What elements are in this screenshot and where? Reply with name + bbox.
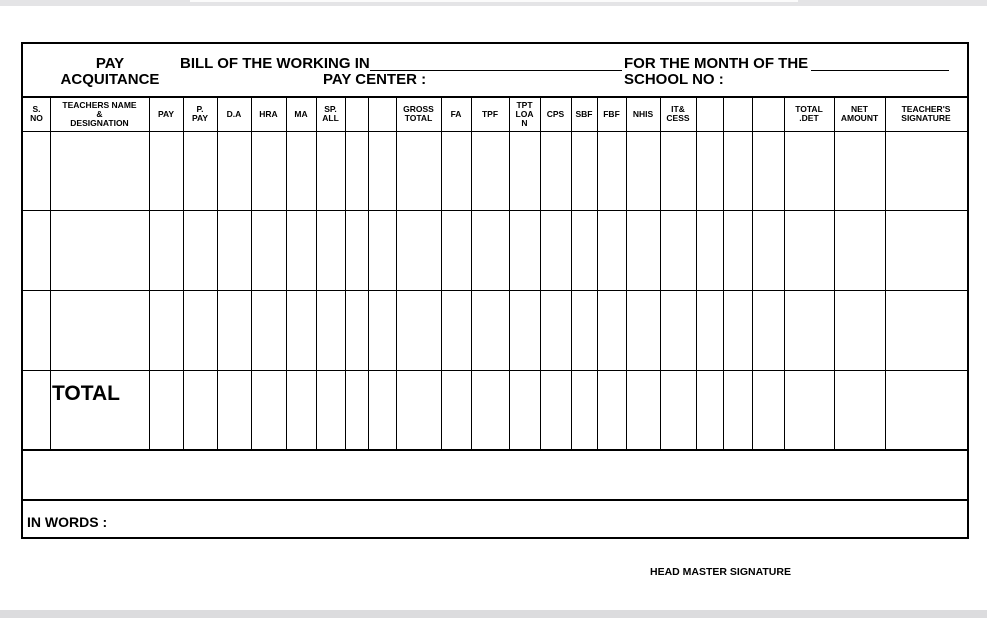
- column-header: TEACHERS NAME & DESIGNATION: [62, 99, 137, 128]
- column-header: NET AMOUNT: [840, 104, 879, 123]
- column-header: FBF: [603, 108, 620, 119]
- school-no-label: SCHOOL NO :: [624, 71, 724, 88]
- bill-label: BILL OF THE WORKING IN: [180, 55, 370, 72]
- form-title-line2: ACQUITANCE: [60, 71, 160, 88]
- table-row[interactable]: [23, 370, 967, 449]
- column-header: P. PAY: [191, 104, 209, 123]
- column-header: MA: [294, 108, 308, 119]
- in-words-bottom-rule: [23, 499, 967, 501]
- month-blank[interactable]: [811, 70, 949, 71]
- column-header: PAY: [157, 108, 175, 119]
- table-row[interactable]: [23, 290, 967, 370]
- column-header: [723, 97, 752, 131]
- pay-table: [23, 96, 967, 499]
- column-header: [752, 97, 784, 131]
- column-header: CPS: [546, 108, 565, 119]
- column-header: TEACHER'S SIGNATURE: [901, 104, 951, 123]
- column-header: HRA: [259, 108, 278, 119]
- table-row[interactable]: [23, 210, 967, 290]
- column-header: [368, 97, 396, 131]
- form-header: [23, 44, 967, 98]
- column-header: NHIS: [632, 108, 654, 119]
- column-header: IT& CESS: [666, 104, 690, 123]
- column-header: SBF: [575, 108, 593, 119]
- viewer-bottom-bar: [0, 610, 987, 618]
- column-header: SP. ALL: [322, 104, 339, 123]
- viewer-top-bar: [0, 0, 987, 6]
- column-header: TOTAL .DET: [795, 104, 823, 123]
- column-header: GROSS TOTAL: [403, 104, 434, 123]
- column-header: FA: [450, 108, 462, 119]
- column-header: [696, 97, 723, 131]
- head-master-signature: HEAD MASTER SIGNATURE: [650, 566, 791, 578]
- form-title-line1: PAY: [95, 55, 125, 72]
- in-words-label: IN WORDS :: [27, 514, 108, 530]
- column-header: D.A: [226, 108, 242, 119]
- column-header: S. NO: [30, 104, 43, 123]
- column-header: TPF: [481, 108, 499, 119]
- total-row-label: TOTAL: [51, 382, 121, 405]
- pay-center-label: PAY CENTER :: [323, 71, 427, 88]
- table-row[interactable]: [23, 131, 967, 210]
- row-divider: [23, 449, 967, 451]
- column-header: TPT LOA N: [515, 99, 534, 128]
- month-label: FOR THE MONTH OF THE: [624, 55, 809, 72]
- pay-acquittance-form: [21, 42, 969, 539]
- column-header: [345, 97, 368, 131]
